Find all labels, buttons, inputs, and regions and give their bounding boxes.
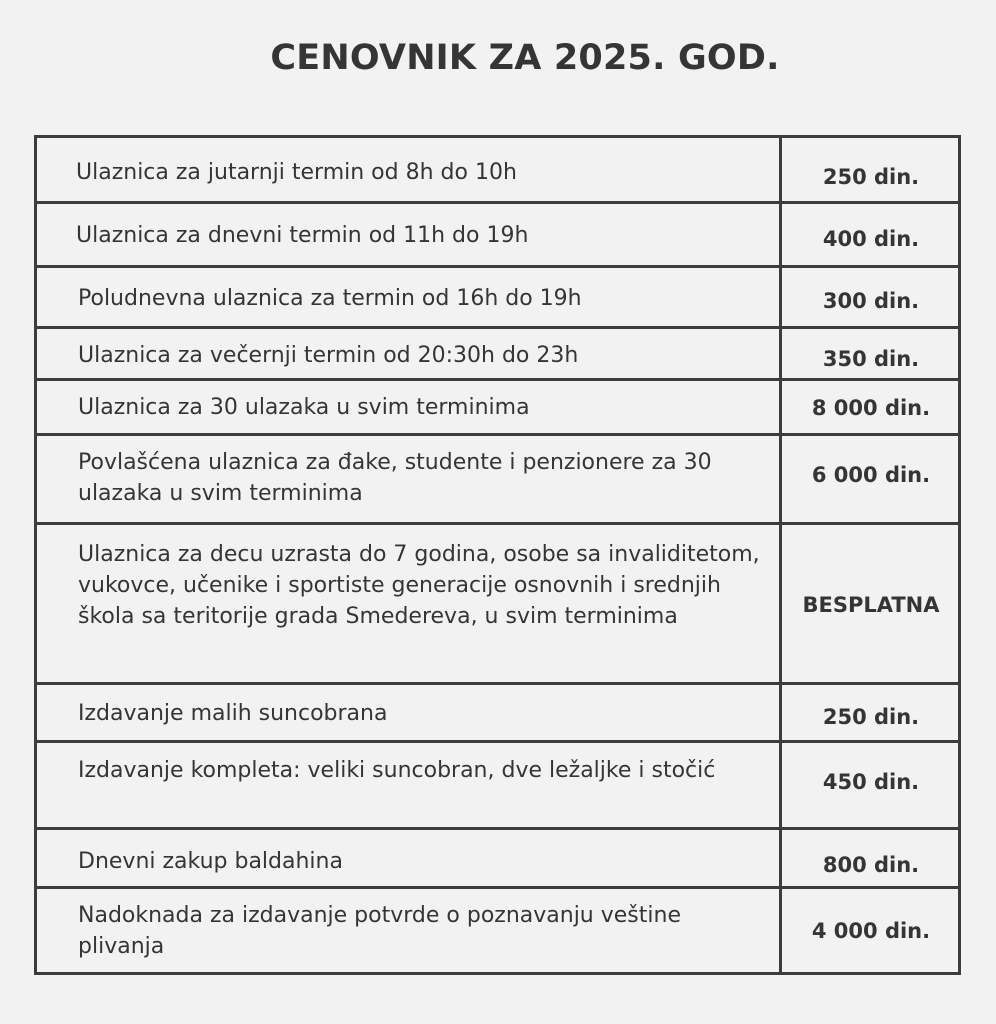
price-row-value: 250 din. bbox=[822, 705, 920, 729]
column-divider bbox=[779, 136, 782, 974]
price-row-value: 6 000 din. bbox=[811, 463, 931, 487]
price-row-label: Ulaznica za 30 ulazaka u svim terminima bbox=[78, 395, 530, 420]
price-row-value: BESPLATNA bbox=[802, 593, 940, 617]
price-row-value: 4 000 din. bbox=[811, 919, 931, 943]
price-row-label: Izdavanje kompleta: veliki suncobran, dve ležaljke i stočić bbox=[78, 758, 716, 783]
price-row-value: 450 din. bbox=[822, 770, 920, 794]
price-row-value: 8 000 din. bbox=[811, 396, 931, 420]
price-row-label: Nadoknada za izdavanje potvrde o poznavanju veštine plivanja bbox=[78, 903, 681, 959]
price-row-value: 300 din. bbox=[822, 289, 920, 313]
row-divider bbox=[34, 827, 961, 830]
price-row-value: 250 din. bbox=[822, 165, 920, 189]
price-row-label: Poludnevna ulaznica za termin od 16h do 19h bbox=[78, 286, 582, 311]
price-row-label: Ulaznica za večernji termin od 20:30h do 23h bbox=[78, 343, 579, 368]
row-divider bbox=[34, 433, 961, 436]
page-title: CENOVNIK ZA 2025. GOD. bbox=[270, 38, 780, 78]
price-row-value: 800 din. bbox=[822, 853, 920, 877]
price-row-label: Ulaznica za jutarnji termin od 8h do 10h bbox=[76, 160, 517, 185]
price-row-label: Izdavanje malih suncobrana bbox=[78, 701, 388, 726]
price-row-label: Ulaznica za decu uzrasta do 7 godina, osobe sa invaliditetom, vukovce, učenike i sportiste generacije osnovnih i srednjih škola sa teritorije grada Smedereva, u svim terminima bbox=[78, 542, 760, 629]
row-divider bbox=[34, 740, 961, 743]
row-divider bbox=[34, 378, 961, 381]
price-row-value: 350 din. bbox=[822, 347, 920, 371]
price-row-label: Dnevni zakup baldahina bbox=[78, 849, 343, 874]
price-row-label: Ulaznica za dnevni termin od 11h do 19h bbox=[76, 223, 529, 248]
row-divider bbox=[34, 201, 961, 204]
price-row-label: Povlašćena ulaznica za đake, studente i penzionere za 30 ulazaka u svim terminima bbox=[78, 450, 712, 506]
row-divider bbox=[34, 886, 961, 889]
row-divider bbox=[34, 265, 961, 268]
row-divider bbox=[34, 522, 961, 525]
price-row-value: 400 din. bbox=[822, 227, 920, 251]
row-divider bbox=[34, 326, 961, 329]
row-divider bbox=[34, 682, 961, 685]
